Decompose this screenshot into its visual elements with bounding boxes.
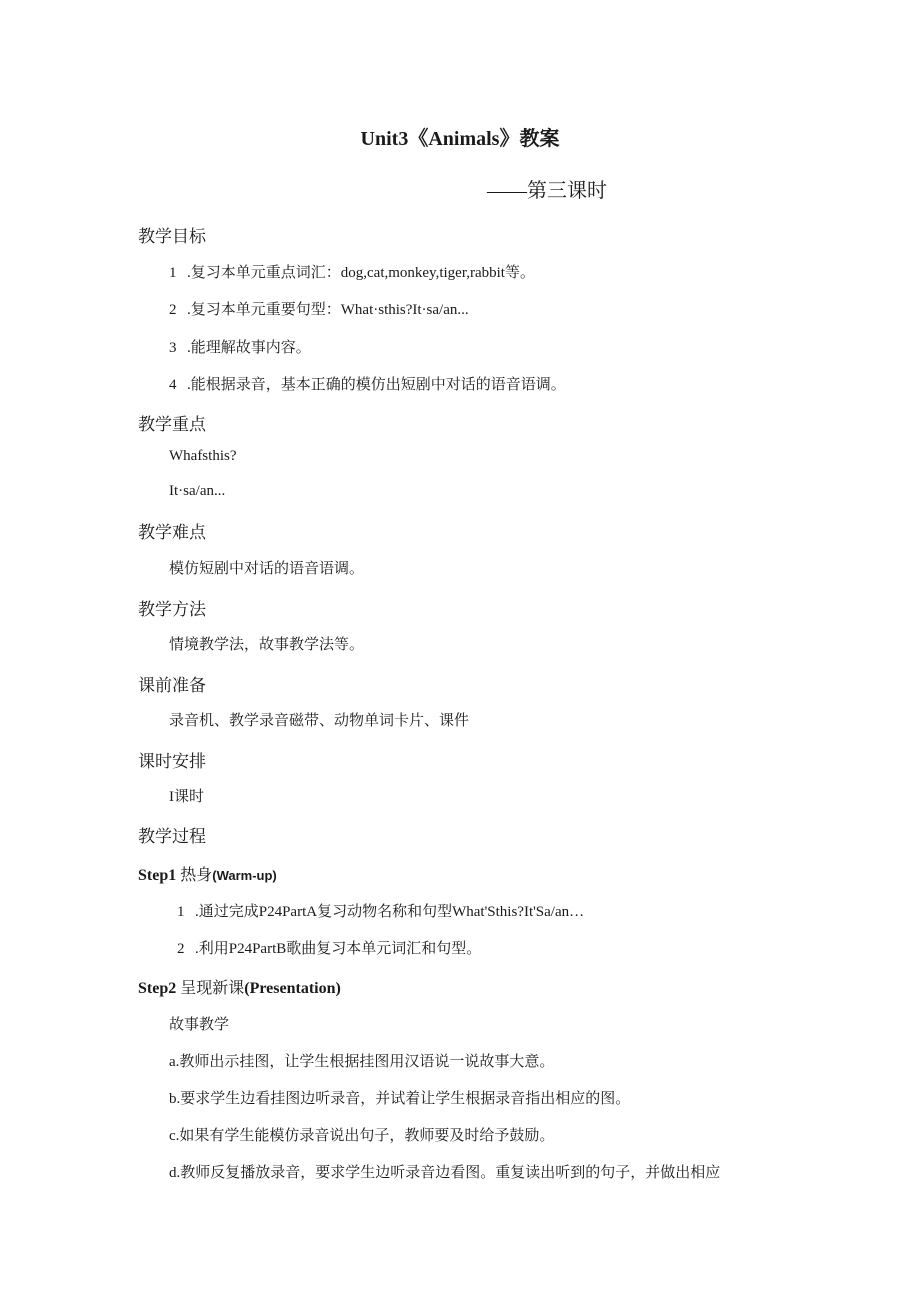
- key-point-line: Whafsthis?: [169, 448, 237, 464]
- step1-item-text: .利用P24PartB歌曲复习本单元词汇和句型。: [195, 941, 482, 957]
- step2-cn: 呈现新课: [180, 980, 245, 997]
- key-points-heading: 教学重点: [138, 415, 206, 435]
- difficulties-heading: 教学难点: [138, 523, 206, 543]
- step2-label: Step2: [138, 980, 177, 997]
- document-title: Unit3《Animals》教案: [360, 128, 560, 150]
- objective-item: [169, 336, 311, 357]
- schedule-heading: 课时安排: [138, 752, 206, 772]
- objective-number: 4: [169, 377, 177, 393]
- schedule-text: I课时: [169, 789, 204, 805]
- objective-item: [169, 298, 469, 319]
- objective-text: .复习本单元重要句型：What·sthis?It·sa/an...: [187, 302, 469, 318]
- document-subtitle: ——第三课时: [487, 180, 607, 202]
- step1-item: [177, 900, 584, 921]
- step1-heading: [138, 862, 277, 885]
- objectives-heading: 教学目标: [138, 227, 206, 247]
- step2-item: c.如果有学生能模仿录音说出句子，教师要及时给予鼓励。: [169, 1128, 555, 1144]
- objective-number: 2: [169, 302, 177, 318]
- step2-item: b.要求学生边看挂图边听录音，并试着让学生根据录音指出相应的图。: [169, 1091, 631, 1107]
- step2-heading: [138, 975, 341, 998]
- difficulties-text: 模仿短剧中对话的语音语调。: [169, 561, 365, 577]
- objective-text: .能根据录音，基本正确的模仿出短剧中对话的语音语调。: [187, 377, 566, 393]
- step1-label: Step1: [138, 867, 177, 884]
- step1-item-number: 1: [177, 904, 185, 920]
- methods-heading: 教学方法: [138, 600, 206, 620]
- objective-item: [169, 373, 566, 394]
- preparation-text: 录音机、教学录音磁带、动物单词卡片、课件: [169, 713, 470, 729]
- key-point-line: It·sa/an...: [169, 483, 226, 499]
- step2-en: (Presentation): [244, 980, 341, 997]
- objective-number: 3: [169, 340, 177, 356]
- process-heading: 教学过程: [138, 827, 206, 847]
- objective-text: .能理解故事内容。: [187, 340, 311, 356]
- objective-text: .复习本单元重点词汇：dog,cat,monkey,tiger,rabbit等。: [187, 265, 535, 281]
- objective-number: 1: [169, 265, 177, 281]
- objective-item: [169, 261, 535, 282]
- methods-text: 情境教学法，故事教学法等。: [169, 637, 365, 653]
- step1-cn: 热身: [180, 867, 213, 884]
- preparation-heading: 课前准备: [138, 676, 206, 696]
- step2-item: a.教师出示挂图，让学生根据挂图用汉语说一说故事大意。: [169, 1054, 555, 1070]
- step1-en: (Warm-up): [212, 868, 277, 883]
- step1-item-number: 2: [177, 941, 185, 957]
- step1-item-text: .通过完成P24PartA复习动物名称和句型What'Sthis?It'Sa/an…: [195, 904, 585, 920]
- step2-intro: 故事教学: [169, 1017, 230, 1033]
- step2-item: d.教师反复播放录音，要求学生边听录音边看图。重复读出听到的句子，并做出相应: [169, 1165, 721, 1181]
- step1-item: [177, 937, 481, 958]
